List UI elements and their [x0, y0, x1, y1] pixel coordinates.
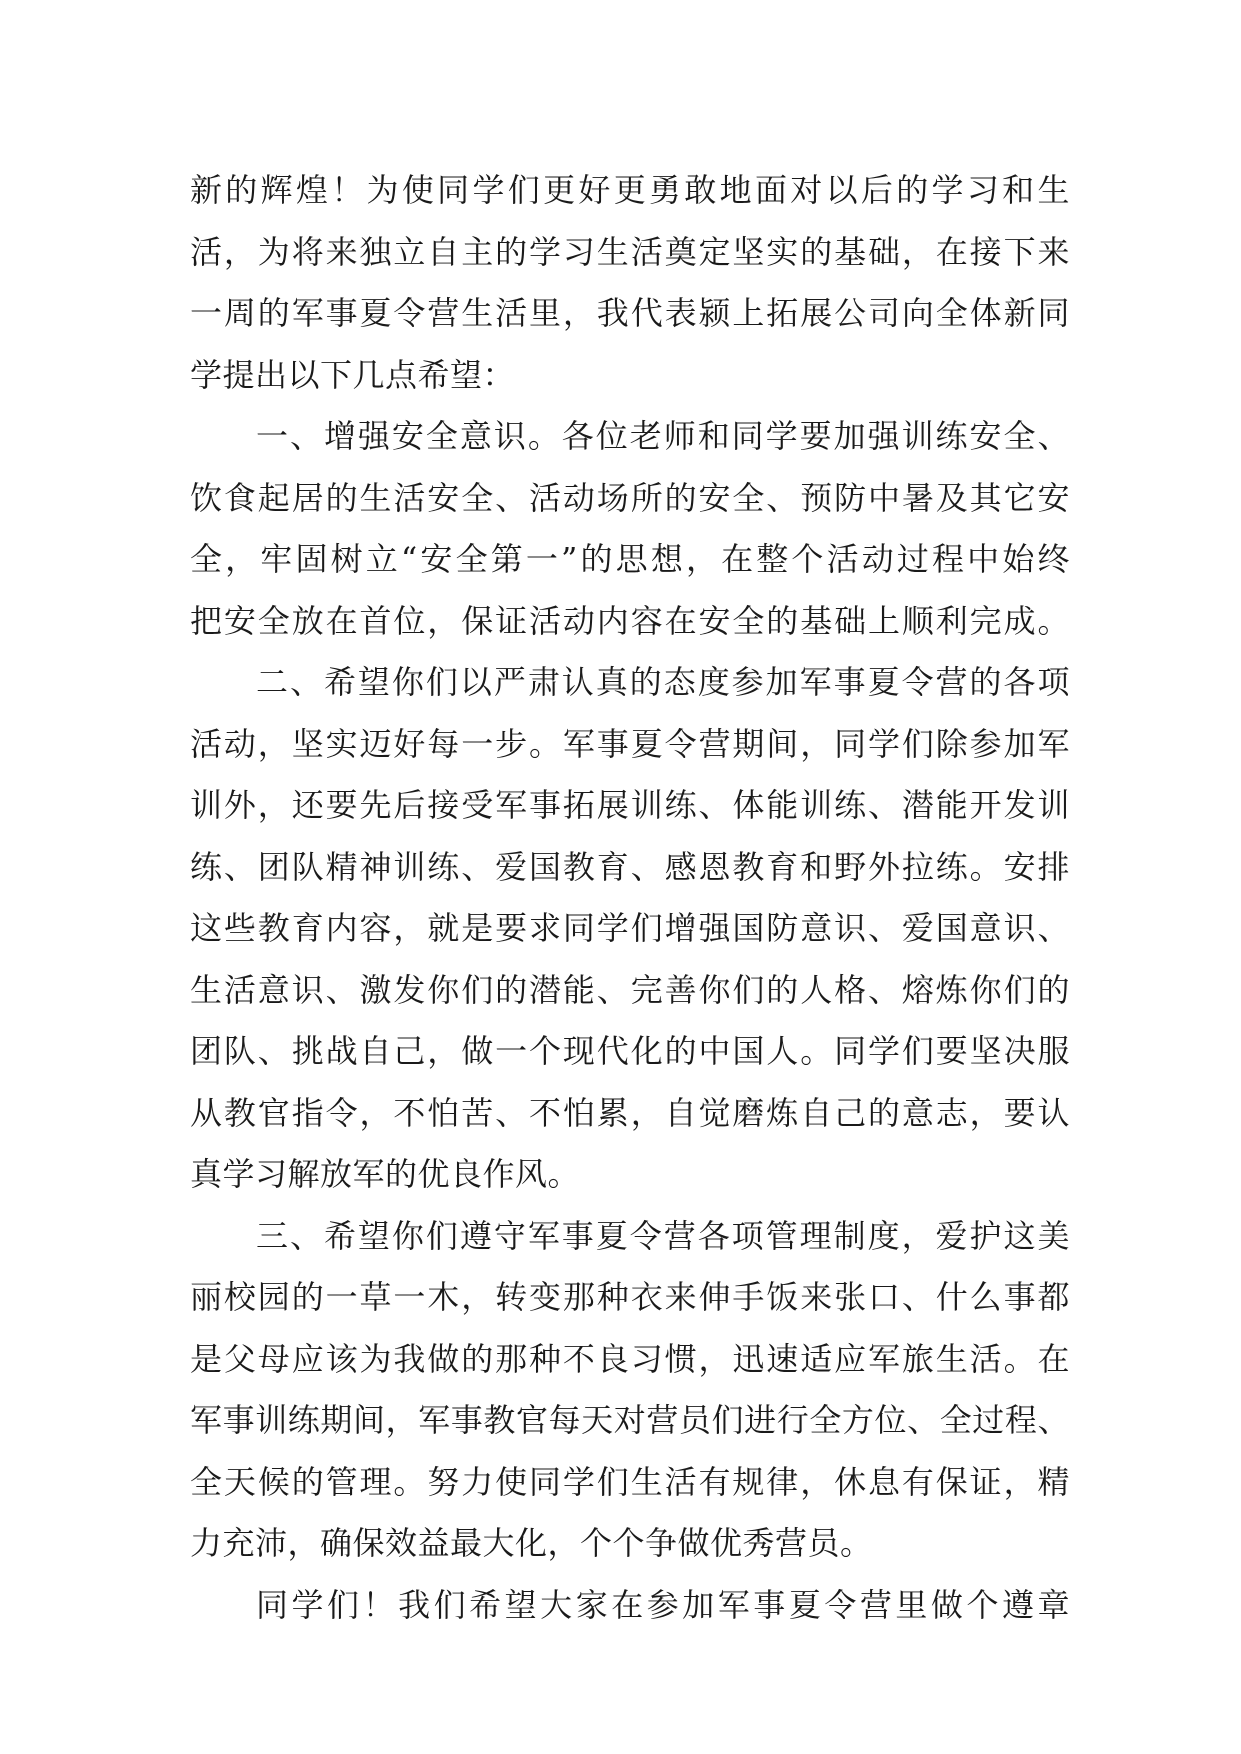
- document-body: [190, 160, 1070, 1636]
- text-line: 活，为将来独立自主的学习生活奠定坚实的基础，在接下来: [190, 232, 1070, 271]
- text-line: 这些教育内容，就是要求同学们增强国防意识、爱国意识、: [190, 909, 1070, 947]
- text-line: 全，牢固树立“安全第一”的思想，在整个活动过程中始终: [190, 540, 1070, 578]
- text-line: 饮食起居的生活安全、活动场所的安全、预防中暑及其它安: [190, 478, 1070, 517]
- text-line: 一、增强安全意识。各位老师和同学要加强训练安全、: [256, 417, 1070, 455]
- text-line: 一周的军事夏令营生活里，我代表颍上拓展公司向全体新同: [190, 294, 1070, 332]
- text-line: 力充沛，确保效益最大化，个个争做优秀营员。: [190, 1524, 873, 1562]
- text-line: 军事训练期间，军事教官每天对营员们进行全方位、全过程、: [190, 1401, 1070, 1439]
- text-line: 真学习解放军的优良作风。: [190, 1155, 581, 1193]
- text-line: 团队、挑战自己，做一个现代化的中国人。同学们要坚决服: [190, 1032, 1070, 1070]
- text-line: 把安全放在首位，保证活动内容在安全的基础上顺利完成。: [190, 601, 1070, 640]
- text-line: 生活意识、激发你们的潜能、完善你们的人格、熔炼你们的: [190, 970, 1070, 1009]
- text-line: 三、希望你们遵守军事夏令营各项管理制度，爱护这美: [256, 1216, 1070, 1255]
- text-line: 丽校园的一草一木，转变那种衣来伸手饭来张口、什么事都: [190, 1278, 1070, 1316]
- text-line: 新的辉煌！为使同学们更好更勇敢地面对以后的学习和生: [190, 171, 1070, 209]
- text-line: 同学们！我们希望大家在参加军事夏令营里做个遵章: [256, 1585, 1070, 1624]
- text-line: 全天候的管理。努力使同学们生活有规律，休息有保证，精: [190, 1462, 1070, 1501]
- text-line: 学提出以下几点希望：: [190, 355, 516, 394]
- text-line: 活动，坚实迈好每一步。军事夏令营期间，同学们除参加军: [190, 724, 1070, 763]
- text-line: 是父母应该为我做的那种不良习惯，迅速适应军旅生活。在: [190, 1339, 1070, 1378]
- text-line: 二、希望你们以严肃认真的态度参加军事夏令营的各项: [256, 663, 1070, 701]
- text-line: 从教官指令，不怕苦、不怕累，自觉磨炼自己的意志，要认: [190, 1093, 1070, 1132]
- text-line: 训外，还要先后接受军事拓展训练、体能训练、潜能开发训: [190, 786, 1070, 824]
- text-line: 练、团队精神训练、爱国教育、感恩教育和野外拉练。安排: [190, 847, 1070, 886]
